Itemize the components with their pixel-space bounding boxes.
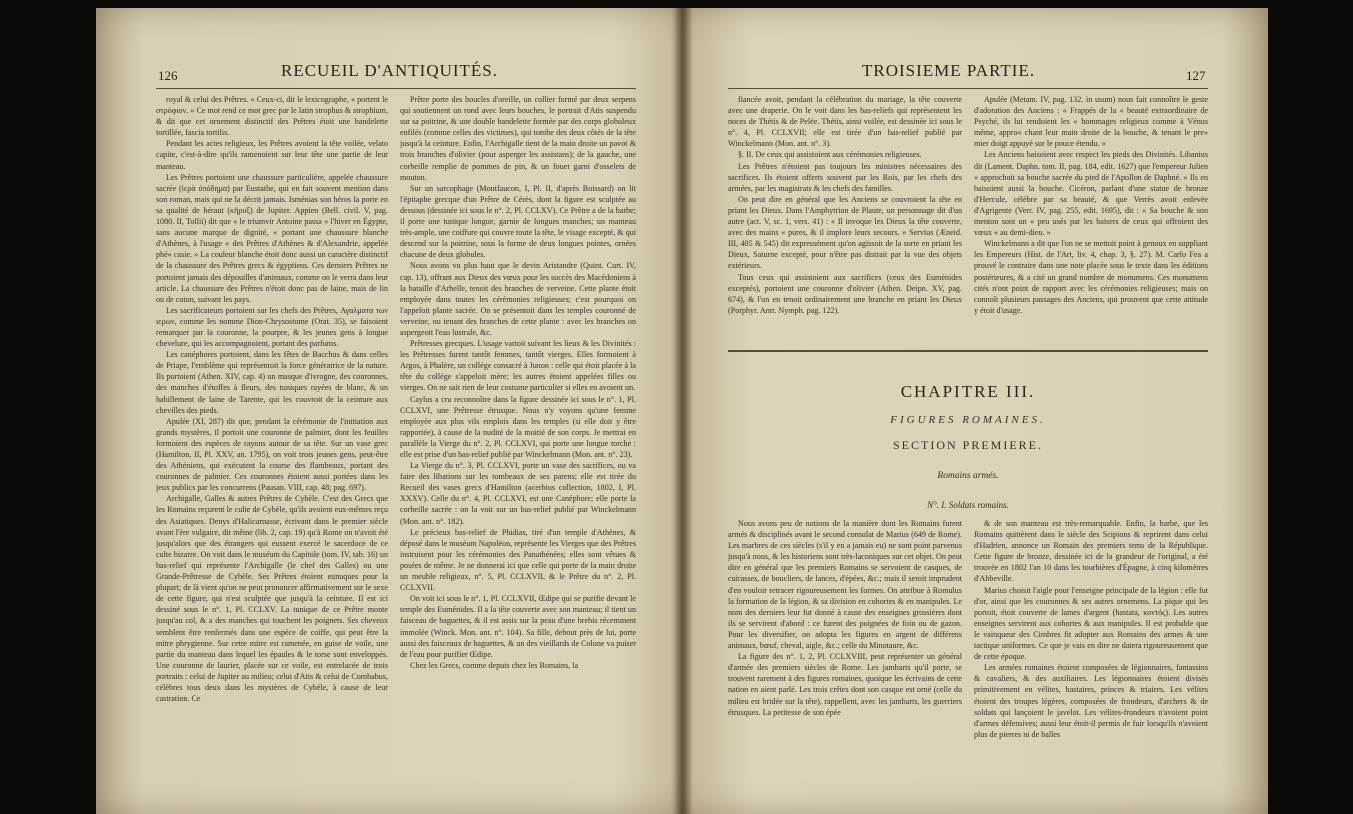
paragraph: Chez les Grecs, comme depuis chez les Romains, la <box>410 660 579 670</box>
paragraph: Prêtresses grecques. L'usage varioit suivant les lieux & les Divinités : les Prêtresses furent tantôt femmes, tantôt vierges. Elles formoient à Argos, à Phalère, un collége consacré à Junon : celle qui étoit placée à la tête du collége s'appeloit mère; les autres étoient appelées filles ou vierges. On ne sait rien de leur costume particulier si elles en avoient un. <box>400 339 636 393</box>
paragraph: Nous avons peu de notions de la manière dont les Romains furent armés & disciplinés avant le second consulat de Marius (649 de Rome). Les marbres de ces siècles (s'il y en a jamais eu) ne sont point parvenus jusqu'à nous, & les historiens sont très-laconiques sur cet objet. On peut dire en général que les premiers Romains se servoient de casques, de cuirasses, de boucliers, de lances, d'épées, &c.; mais il seroit imprudent d'en vouloir retracer rigoureusement les formes. On attribue à Romulus la formation de la légion, & sa division en cohortes & en manipules. Le nom des derniers leur fut donné à cause des enseignes grossières dont ils se servirent d'abord : ce furent des poignées de foin ou de gazon. Pour les diversifier, on adopta les figures en argent de différens animaux, bœuf, cheval, aigle, &c.; celle du Minotaure, &c. <box>728 519 962 651</box>
paragraph: Winckelmann a dit que l'on ne se mettoit point à genoux en suppliant les Empereurs (Hist. de l'Art, liv. 4, chap. 3, §. 27). M. Carlo Fea a prouvé le contraire dans une note placée sous le texte dans les éditions postérieures, & a cité un grand nombre de monumens. Ces monumens cités n'ont point de rapport avec les cérémonies religieuses; mais on connoît plusieurs passages des Anciens, qui prouvent que cette attitude y étoit d'usage. <box>974 239 1208 315</box>
paragraph: Apulée (XI, 287) dit que, pendant la cérémonie de l'initiation aux grands mystères, il portoit une couronne de palmier, dont les feuilles formoient des espèces de rayons autour de sa tête. Sur un vase grec (Hamilton, II, Pl. XXV, an. 1795), on voit trois jeunes gens, peut-être des Athéniens, qui exécutent la course des flambeaux, portant des couronnes de palmier. Ces couronnes étoient aussi portées dans les jeux publics par les concurrens (Pausan. VIII, cap. 48; pag. 697). <box>156 416 388 493</box>
section-title: SECTION PREMIERE. <box>892 438 1043 452</box>
part-title: FIGURES ROMAINES. <box>890 414 1046 426</box>
subsection-title: Romains armés. <box>937 471 999 481</box>
text-column-left <box>728 94 962 342</box>
paragraph: La figure des n°. 1, 2, Pl. CCLXVIII, peut représenter un général d'armée des premiers siècles de Rome. Les jambarts qu'il porte, se trouvent rarement à des figures romaines, quoique les écrivains de cette nation en aient parlé. Les trois crêtes dont son casque est orné (celle du milieu est bridée sur la tête), rappellent, avec les jambarts, les guerriers étrusques. La petitesse de son épée <box>728 652 962 717</box>
paragraph: Les sacrificateurs portoient sur les chefs des Prêtres, Αγαλματα των ιερων, comme les nomme Dion-Chrysostome (Orat. 35), se faisoient remarquer par la couronne, la pourpre, & les jeunes gens à longue chevelure, qui les accompagnoient, portant des parfums. <box>156 305 388 349</box>
paragraph: Les Prêtres portoient une chaussure particulière, appelée chaussure sacrée (ἱερὰ ὑπόδημα) par Eustathe, qui en fait souvent mention dans son roman, mais qui ne la décrit jamais. Isménias son héros la porte en sa qualité de héraut (κῆρυξ) de Jupiter. Appien (Bell. civil. V, pag. 1080. II, Tollii) dit que « le triumvir Antoine passa « l'hiver en Égypte, sans aucune marque de dignité, « portant une chaussure blanche d'Athènes, à l'usage « des Prêtres d'Athènes & d'Alexandrie, appelée phé« casie. » La couleur blanche étoit donc aussi un caractère distinctif de la chaussure des Prêtres grecs & égyptiens. Ces derniers Prêtres ne portoient jamais des dépouilles d'animaux, comme on le verra dans leur article. La chaussure des Prêtres n'étoit donc pas de laine, mais de lin ou de coton, suivant les pays. <box>156 172 388 304</box>
head-rule <box>728 88 1208 89</box>
text-column-left <box>156 94 388 804</box>
text-column-left-lower <box>728 518 962 810</box>
paragraph: Archigalle, Galles & autres Prêtres de Cybèle. C'est des Grecs que les Romains reçurent le culte de Cybèle, qu'ils avoient eux-mêmes reçu des Asiatiques. Denys d'Halicarnasse, écrivant dans le premier siècle avant l'ère vulgaire, dit même (lib. 2, cap. 19) qu'à Rome on n'avoit été jusqu'alors que des étrangers qui eussent exercé le sacerdoce de ce culte bizarre. On voit dans le muséum du Capitole (tom. IV, tab. 16) un bas-relief qui représente l'Archigalle (le chef des Galles) ou une Grande-Prêtresse de Cybèle. Ses Prêtres étoient eunuques pour la plupart; de là vient qu'on ne peut prononcer affirmativement sur le sexe de cette figure, qui n'est sculptée que jusqu'à la ceinture. Il est ici dessiné sous le n°. 1, Pl. CCLXV. La tunique de ce Prêtre monte jusqu'au col, & a des manches qui touchent les poignets. Ses cheveux semblent être renfermés dans une espèce de coiffe, qui peut être la mitre phrygienne. Sur cette mitre est ramenée, en guise de voile, une partie du manteau dans lequel les épaules & le torse sont enveloppés. Une couronne de laurier, placée sur ce voile, est entrelacée de trois portraits : celui de Jupiter au milieu; celui d'Atis & celui de Combabus, célèbres tous deux dans les mystères de Cybèle, à cause de leur castration. Ce <box>156 494 388 704</box>
head-rule <box>156 88 636 89</box>
gutter-fold <box>674 8 692 814</box>
paragraph: Nous avons vu plus haut que le devin Aristandre (Quint. Curt. IV, cap. 13), offrant aux Dieux des vœux pour les succès des Macédoniens à la bataille d'Arbelle, tenoit des branches de verveine. Cette plante étoit employée dans toutes les cérémonies religieuses; c'est pourquoi on l'appeloit plante sacrée. On se présentoit dans les temples couronné de verveine, ou tenant des branches de cette plante : avec les branches on aspergeoit l'eau lustrale, &c. <box>400 261 636 337</box>
paragraph: Marius choisit l'aigle pour l'enseigne principale de la légion : elle fut d'or, ainsi que les couronnes & ses autres ornemens. La pique qui les portoit, étoit couverte de lames d'argent (hastata, κοντός). Les autres enseignes servirent aux cohortes & aux manipules. Il est probable que le vainqueur des Cimbres fit adopter aux Romains des armes & une tactique uniformes. Ce que je vais en dire ne datera rigoureusement que de cette époque. <box>974 585 1208 662</box>
chapter-title: CHAPITRE III. <box>900 382 1036 401</box>
paragraph: & de son manteau est très-remarquable. Enfin, la barbe, que les Romains quittèrent dans le siècle des Scipions & reprirent dans celui d'Hadrien, annonce un Romain des premiers tems de la République. Cette figure de bronze, dessinée ici de la grandeur de l'original, a été trouvée en 1802 l'an 10 dans les tourbières d'Épagne, à cinq kilomètres d'Abbeville. <box>974 519 1208 584</box>
paragraph: Les canéphores portoient, dans les fêtes de Bacchus & dans celles de Priape, l'emblème qui représentoit la force génératrice de la nature. Ils portoient (Athen. XIV, cap. 4) un masque d'ivrogne, des couronnes, des manches d'étoffes à fleurs, des tuniques rayées de blanc, & un habillement de laine de Tarente, qui les couvroit de la ceinture aux chevilles des pieds. <box>156 350 388 415</box>
page-number: 126 <box>158 68 178 83</box>
paragraph: Caylus a cru reconnoître dans la figure dessinée ici sous le n°. 1, Pl. CCLXVI, une Prêtresse étrusque. Nous n'y voyons qu'une femme employée aux plus vils emplois dans les temples (si elle doit y être rapportée), à cause de la nudité de la moitié de son corps. Je mettrai en parallèle la Vierge du n°. 2, Pl. CCLXVI, qui porte une longue torche : elle est prise d'un bas-relief publié par Winckelmann (Mon. ant. n°. 23). <box>400 394 636 459</box>
paragraph: Prêtre porte des boucles d'oreille, un collier formé par deux serpens qui soutiennent un rond avec leurs bouches, le portrait d'Atis suspendu sur sa poitrine, & une double bandelette formée par des corps globuleux enfilés (comme celles des victimes), qui tombe des deux côtés de la tête jusqu'à la ceinture. Enfin, l'Archigalle tient de la main droite un pavot & trois branches d'olivier (pour asperger les assistans); de la gauche, une corbeille remplie de pommes de pin, & un fouet garni d'osselets de mouton. <box>400 95 636 182</box>
running-head: TROISIEME PARTIE. <box>862 61 1036 80</box>
paragraph: Le précieux bas-relief de Phidias, tiré d'un temple d'Athènes, & déposé dans le muséum Napoléon, représente les Vierges que des Prêtres instruisent pour les cérémonies des Panathénées; elles sont vêtues & posées de même. Je ne donnerai ici que celle qui porte de la main droite un meuble religieux, n°. 5, Pl. CCLXVII, & le Prêtre du n°. 2, Pl. CCLXVII. <box>400 527 636 593</box>
paragraph: fiancée avoit, pendant la célébration du mariage, la tête couverte avec une draperie. On le voit dans les bas-reliefs qui représentent les noces de Thétis & de Pelée. Thétis, ainsi voilée, est dessinée ici sous le n°. 4, Pl. CCLXVII; elle est tirée d'un bas-relief publié par Winckelmann (Mon. ant. n°. 3). <box>728 95 962 149</box>
paragraph: royal & celui des Prêtres. « Ceux-ci, dit le lexicographe, « portent le στρόφιον. » Ce mot rend ce mot grec par le latin strophus & strophium, & dit que cet ornement distinctif des Prêtres étoit une bandelette tortillée, fascia tortilis. <box>156 95 388 138</box>
section-rule <box>728 350 1208 352</box>
paragraph: On peut dire en général que les Anciens se couvroient la tête en priant les Dieux. Dans l'Amphytrion de Plaute, un personnage dit d'un autre (act. V, sc. 1, vers. 41) : « Il invoque les Dieux la tête couverte, avec des mains « pures, & il implore leurs secours. » Servius (Æneid. III, 405 & 545) dit expressément qu'on agissoit de la sorte en priant les Dieux, Saturne excepté, pour n'être pas distrait par la vue des objets extérieurs. <box>728 194 962 271</box>
page-number: 127 <box>1186 68 1206 83</box>
book-spread <box>96 8 1268 814</box>
paragraph: Sur un sarcophage (Montfaucon, I, Pl. II, d'après Boissard) on lit l'épitaphe grecque d'un Prêtre de Cérès, dont la figure est sculptée au dessous (dessinée ici sous le n°. 2, Pl. CCLXV). Ce Prêtre a de la barbe; il porte une tunique longue, garnie de longues manches; un manteau très-ample, une coiffure qui couvre toute la tête, le visage excepté, & qui descend sur la poitrine, sous la forme de deux longues pointes, ornées chacune de deux globules. <box>400 183 636 260</box>
left-page <box>96 8 682 814</box>
text-column-right <box>974 94 1208 342</box>
paragraph: Les armées romaines étoient composées de légionnaires, fantassins & cavaliers, & des auxiliaires. Les légionnaires étoient divisés primitivement en vélites, hastaires, princes & triaires. Les vélites étoient des troupes légères, composées de frondeurs, d'archers & de soldats qui lançoient le javelot. Les vélites-frondeurs n'avoient point d'armes défensives; aussi leur étoit-il permis de fuir lorsqu'ils n'avoient plus de pierres ni de balles <box>974 663 1208 739</box>
running-head: RECUEIL D'ANTIQUITÉS. <box>281 61 499 80</box>
right-page <box>682 8 1268 814</box>
paragraph: §. II. De ceux qui assistoient aux cérémonies religieuses. <box>738 150 922 160</box>
paragraph: Les Prêtres n'étoient pas toujours les ministres nécessaires des sacrifices. Ils étoient offerts souvent par les Rois, par les chefs des armées, par les magistrats & les chefs des familles. <box>728 161 962 193</box>
text-column-right-lower <box>974 518 1208 810</box>
paragraph: Les Anciens baisoient avec respect les pieds des Divinités. Libanius dit (Lament. Daphn. tom. II, pag. 184, edit. 1627) que l'empereur Julien « approchoit sa bouche sacrée du pied de l'Apollon de Daphné. » Ils en baisoient aussi la bouche. Cicéron, parlant d'une statue de bronze d'Hercule, célèbre par sa beauté, & que Verrès avoit enlevée d'Agrigente (Verr. IV, pag. 255, edit. 1695), dit : « Sa bouche & son menton sont un « peu usés par les baisers de ceux qui offroient des vœux « au demi-dieu. » <box>974 150 1208 238</box>
paragraph: La Vierge du n°. 3, Pl. CCLXVI, porte un vase des sacrifices, ou va faire des libations sur les tombeaux de ses parens; elle est tirée du Recueil des vases grecs d'Hamilton (acerbius collection, 1802, I, Pl. XXXV). Celle du n°. 4, Pl. CCLXVI, est une Canéphore; elle porte la corbeille sacrée : on la voit sur un bas-relief publié par Winckelmann (Mon. ant. n°. 182). <box>400 461 636 526</box>
paragraph: Apulée (Metam. IV, pag. 132. in usum) nous fait connoître le geste d'adoration des Anciens : « Frappés de la « beauté extraordinaire de Psyché, ils lui rendoient les « hommages religieux comme à Vénus même, appro« chant leur main droite de la bouche, & tenant le pre« mier doigt appuyé sur le pouce étendu. » <box>974 95 1208 149</box>
paragraph: Pendant les actes religieux, les Prêtres avoient la tête voilée, velato capite, c'est-à-dire qu'ils ramenoient sur leur tête une partie de leur manteau. <box>156 139 388 171</box>
paragraph: Tous ceux qui assistoient aux sacrifices (ceux des Euménides exceptés), portoient une couronne d'olivier (Athen. Deipn. XV, pag. 674), & l'on en tenoit ordinairement une branche en priant les Dieux (Porphyr. Antr. Nymph. pag. 122). <box>728 272 962 315</box>
text-column-right <box>400 94 636 804</box>
paragraph: On voit ici sous le n°. 1, Pl. CCLXVII, Œdipe qui se purifie devant le temple des Euménides. Il a la tête couverte avec son manteau; il tient un faisceau de baguettes, & il est assis sur la peau d'une brebis récemment immolée (Winck. Mon. ant. n°. 104). Sa fille, debout près de lui, porte aussi des faisceaux de baguettes, & un des vieillards de Colone va puiser de l'eau pour purifier Œdipe. <box>400 594 636 659</box>
item-heading: N°. I. Soldats romains. <box>927 500 1009 510</box>
